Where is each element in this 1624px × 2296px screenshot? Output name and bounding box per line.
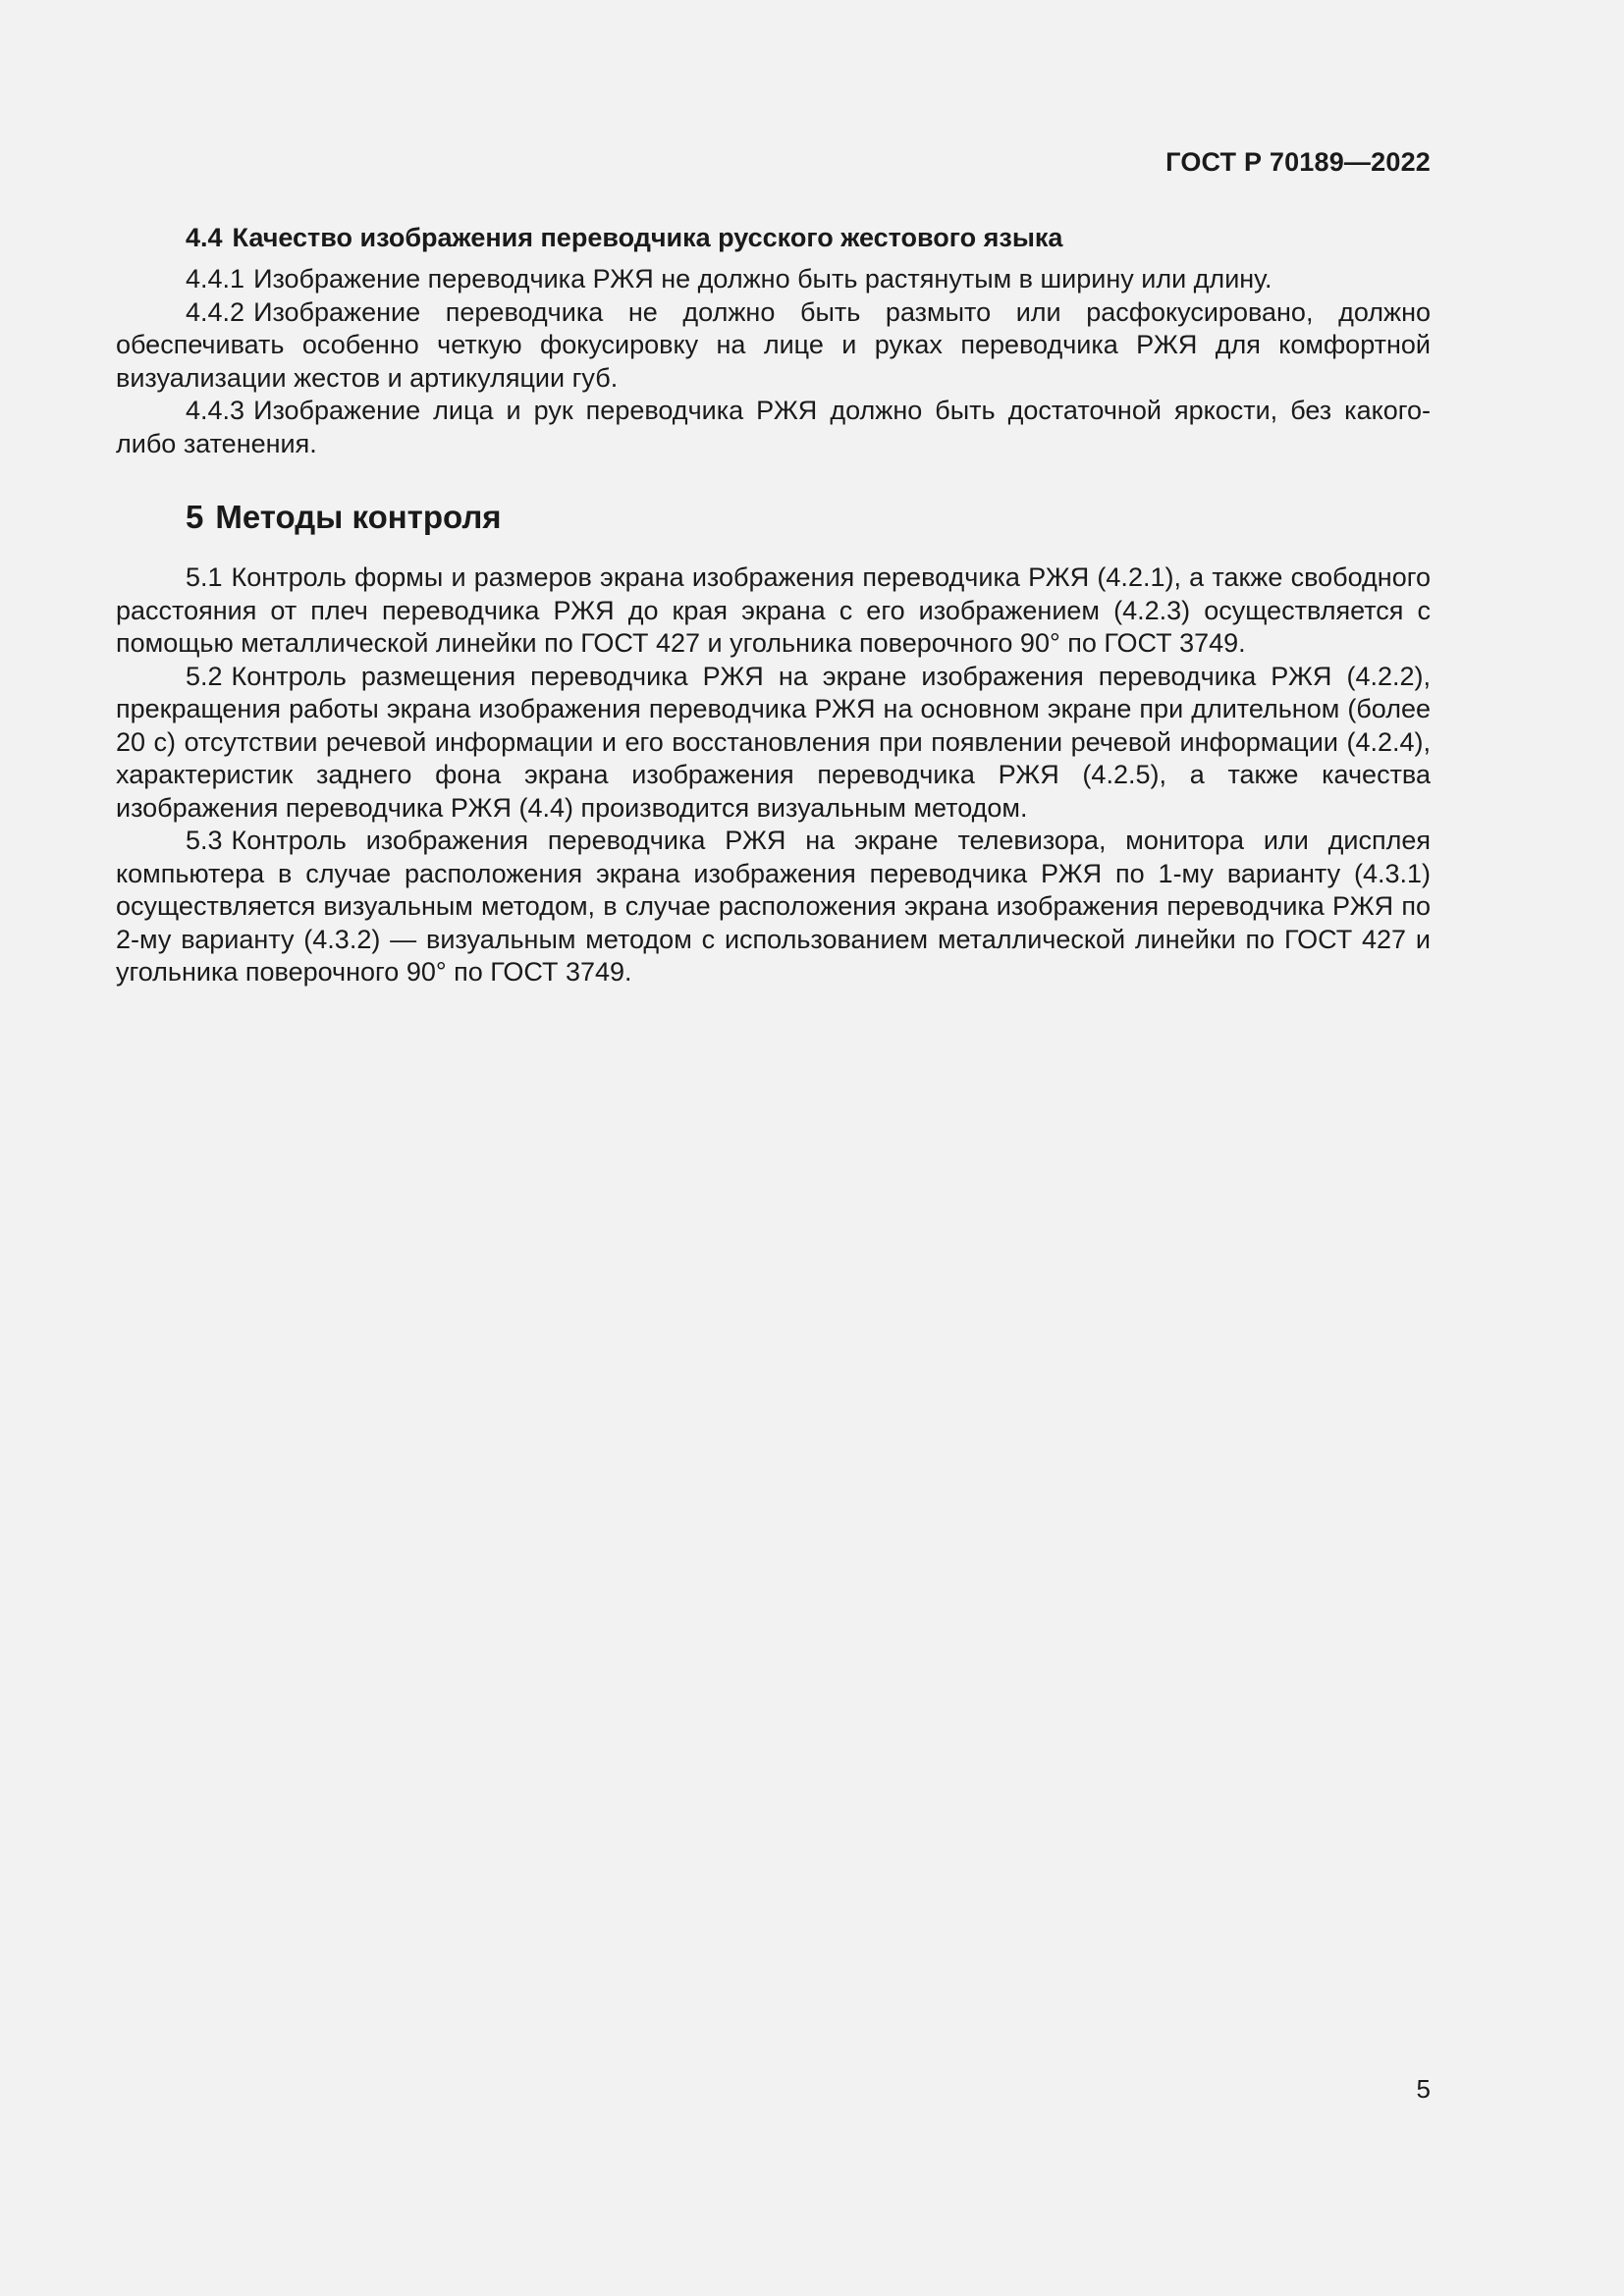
clause-text: Изображение переводчика не должно быть размыто или расфокусировано, должно обеспечивать особенно четкую фокусировку на лице и руках переводчика РЖЯ для комфортной визуализации жестов и артикуляции губ. (116, 296, 1431, 393)
subsection-number: 4.4 (186, 223, 223, 252)
clause-number: 5.1 (186, 562, 223, 592)
subsection-title: Качество изображения переводчика русского жестового языка (232, 223, 1063, 252)
section-number: 5 (186, 499, 204, 535)
section-heading-5 (116, 498, 1431, 537)
clause-number: 4.4.1 (186, 264, 245, 294)
clause-4-4-2 (116, 296, 1431, 396)
clause-number: 4.4.3 (186, 396, 245, 425)
clause-number: 5.3 (186, 826, 223, 855)
subsection-heading-4-4 (116, 222, 1431, 254)
clause-text: Контроль изображения переводчика РЖЯ на экране телевизора, монитора или дисплея компьютера в случае расположения экрана изображения переводчика РЖЯ по 1-му варианту (4.3.1) осуществляется визуальным методом, в случае расположения экрана изображения переводчика РЖЯ по 2-му варианту (4.3.2) — визуальным методом с использованием металлической линейки по ГОСТ 427 и угольника поверочного 90° по ГОСТ 3749. (116, 826, 1431, 987)
clause-4-4-1 (116, 263, 1431, 296)
clause-number: 5.2 (186, 661, 223, 691)
clause-text: Изображение переводчика РЖЯ не должно быть растянутым в ширину или длину. (253, 264, 1272, 294)
clause-text: Контроль размещения переводчика РЖЯ на экране изображения переводчика РЖЯ (4.2.2), прекращения работы экрана изображения переводчика РЖЯ на основном экране при длительном (более 20 с) отсутствии речевой информации и его восстановления при появлении речевой информации (4.2.4), характеристик заднего фона экрана изображения переводчика РЖЯ (4.2.5), а также качества изображения переводчика РЖЯ (4.4) производится визуальным методом. (116, 661, 1431, 823)
section-title: Методы контроля (215, 499, 502, 535)
clause-text: Контроль формы и размеров экрана изображения переводчика РЖЯ (4.2.1), а также свободного расстояния от плеч переводчика РЖЯ до края экрана с его изображением (4.2.3) осуществляется с помощью металлической линейки по ГОСТ 427 и угольника поверочного 90° по ГОСТ 3749. (116, 562, 1431, 658)
clause-5-1 (116, 561, 1431, 661)
document-code: ГОСТ Р 70189—2022 (1165, 147, 1431, 177)
clause-number: 4.4.2 (186, 296, 245, 327)
clause-text: Изображение лица и рук переводчика РЖЯ должно быть достаточной яркости, без какого-либо затенения. (116, 396, 1431, 458)
clause-4-4-3 (116, 395, 1431, 460)
document-body (116, 222, 1431, 989)
page-number: 5 (1416, 2074, 1431, 2104)
clause-5-3 (116, 825, 1431, 989)
clause-5-2 (116, 661, 1431, 826)
